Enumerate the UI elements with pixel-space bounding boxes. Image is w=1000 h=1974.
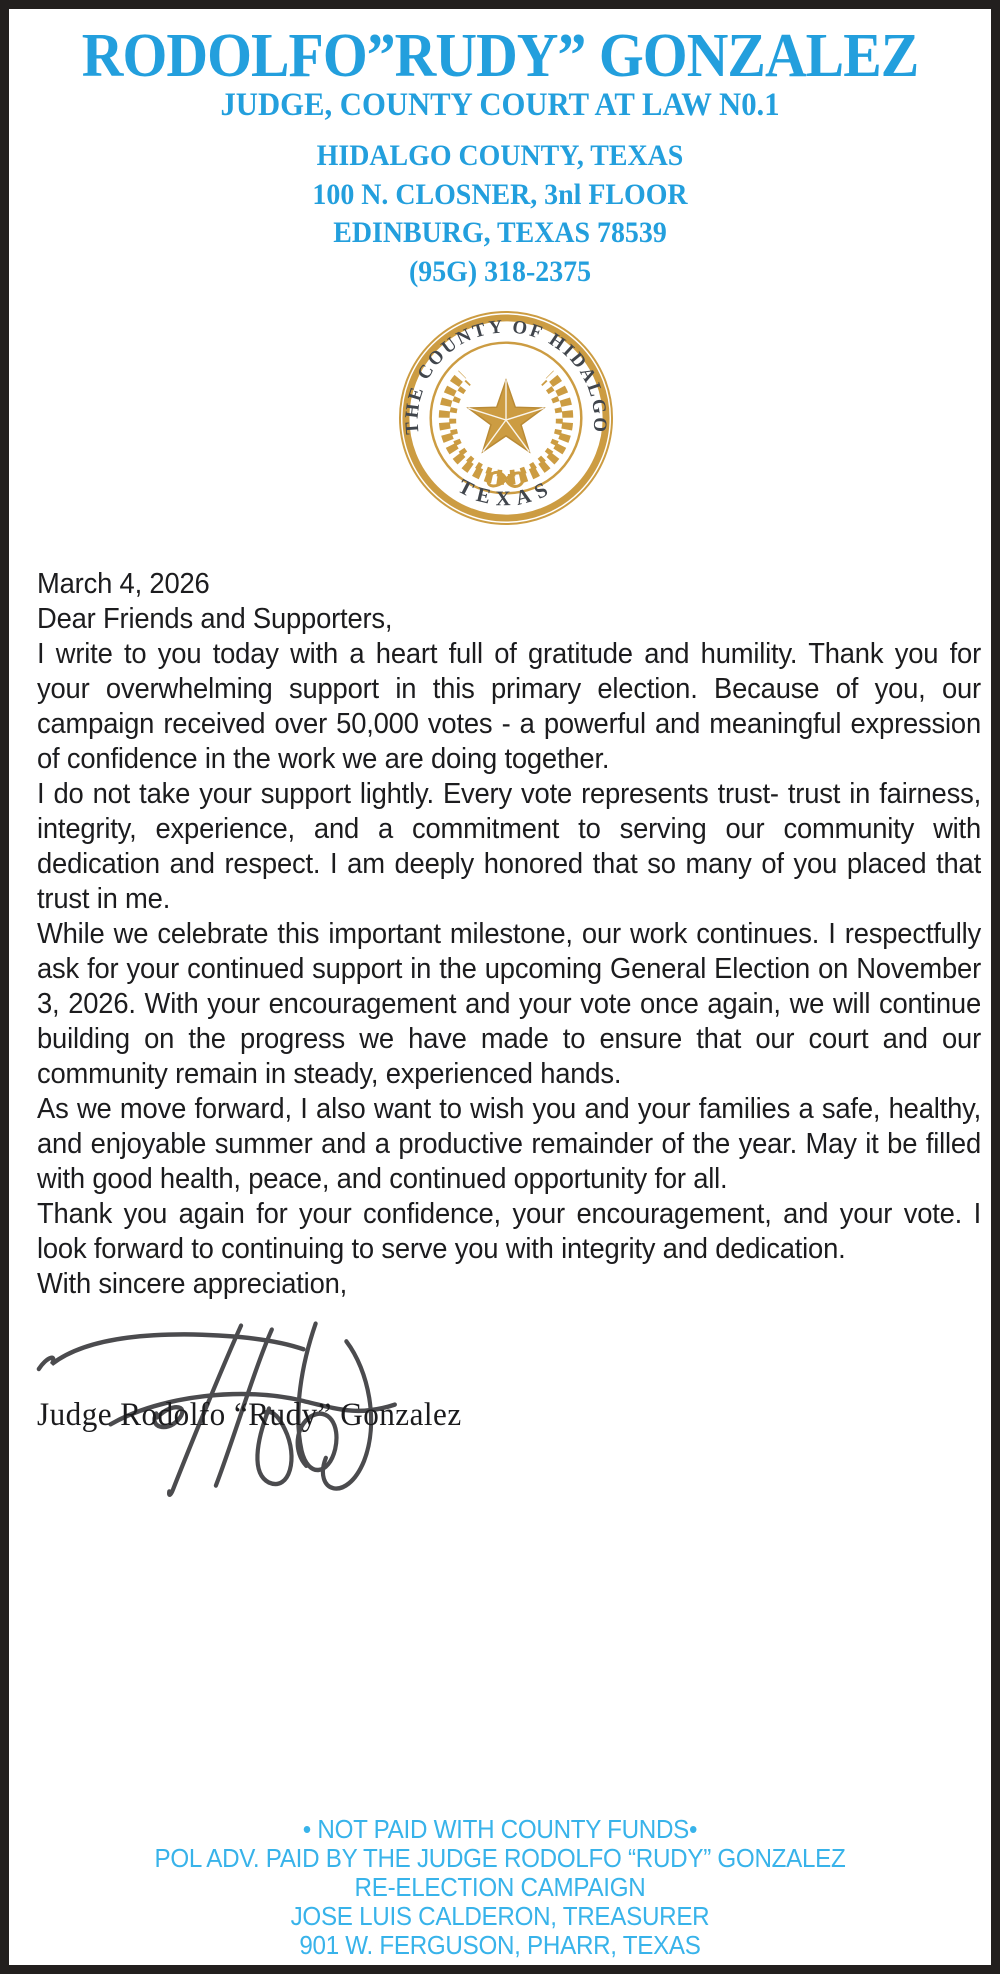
footer-line: RE-ELECTION CAMPAIGN [354, 1872, 646, 1902]
letter-paragraph: As we move forward, I also want to wish you and your families a safe, healthy, and enjoyable summer and a productive remainder of the year. May it be filled with good health, peace, and continued opportunity for all. [37, 1093, 981, 1195]
address-block [43, 137, 956, 291]
letter-paragraph: While we celebrate this important milestone, our work continues. I respectfully ask for your continued support in the upcoming General Election on November 3, 2026. With your encouragement and your vote once again, we will continue building on the progress we have made to ensure that our court and our community remain in steady, experienced hands. [37, 918, 981, 1090]
seal-top-text: THE COUNTY OF HIDALGO [401, 316, 611, 436]
candidate-name: RODOLFO”RUDY” GONZALEZ [81, 22, 919, 90]
seal-bottom-text: TEXAS [454, 474, 558, 511]
footer-line: POL ADV. PAID BY THE JUDGE RODOLFO “RUDY” GONZALEZ [154, 1843, 846, 1873]
letter-closing: With sincere appreciation, [37, 1268, 348, 1300]
footer-line: 901 W. FERGUSON, PHARR, TEXAS [299, 1930, 701, 1960]
signature-name: Judge Rodolfo “Rudy” Gonzalez [37, 1397, 462, 1433]
header-address-line: 100 N. CLOSNER, 3nl FLOOR [312, 177, 688, 211]
letter-date: March 4, 2026 [37, 568, 210, 600]
footer-disclosure [43, 1815, 956, 1960]
candidate-title: JUDGE, COUNTY COURT AT LAW N0.1 [220, 87, 780, 123]
letter-paragraph: I write to you today with a heart full of gratitude and humility. Thank you for your overwhelming support in this primary election. Because of you, our campaign received over 50,000 votes - a powerful and meaningful expression of confidence in the work we are doing together. [37, 638, 981, 775]
header-address-line: HIDALGO COUNTY, TEXAS [316, 139, 684, 172]
signature-block [37, 1306, 981, 1521]
footer-line: JOSE LUIS CALDERON, TREASURER [290, 1901, 710, 1931]
header-address-line: EDINBURG, TEXAS 78539 [333, 216, 667, 249]
header-phone: (95G) 318-2375 [408, 254, 592, 288]
letterhead [43, 22, 956, 291]
letter-paragraph: I do not take your support lightly. Every vote represents trust- trust in fairness, integrity, experience, and a commitment to serving our community with dedication and respect. I am deeply honored that so many of you placed that trust in me. [37, 778, 981, 915]
letter-paragraph: Thank you again for your confidence, your encouragement, and your vote. I look forward to continuing to serve you with integrity and dedication. [37, 1198, 981, 1265]
letter-body [37, 567, 981, 1521]
footer-line: • NOT PAID WITH COUNTY FUNDS• [302, 1814, 698, 1844]
seal-graphic [397, 309, 615, 527]
letter-salutation: Dear Friends and Supporters, [37, 603, 393, 635]
county-seal-icon [397, 309, 615, 527]
